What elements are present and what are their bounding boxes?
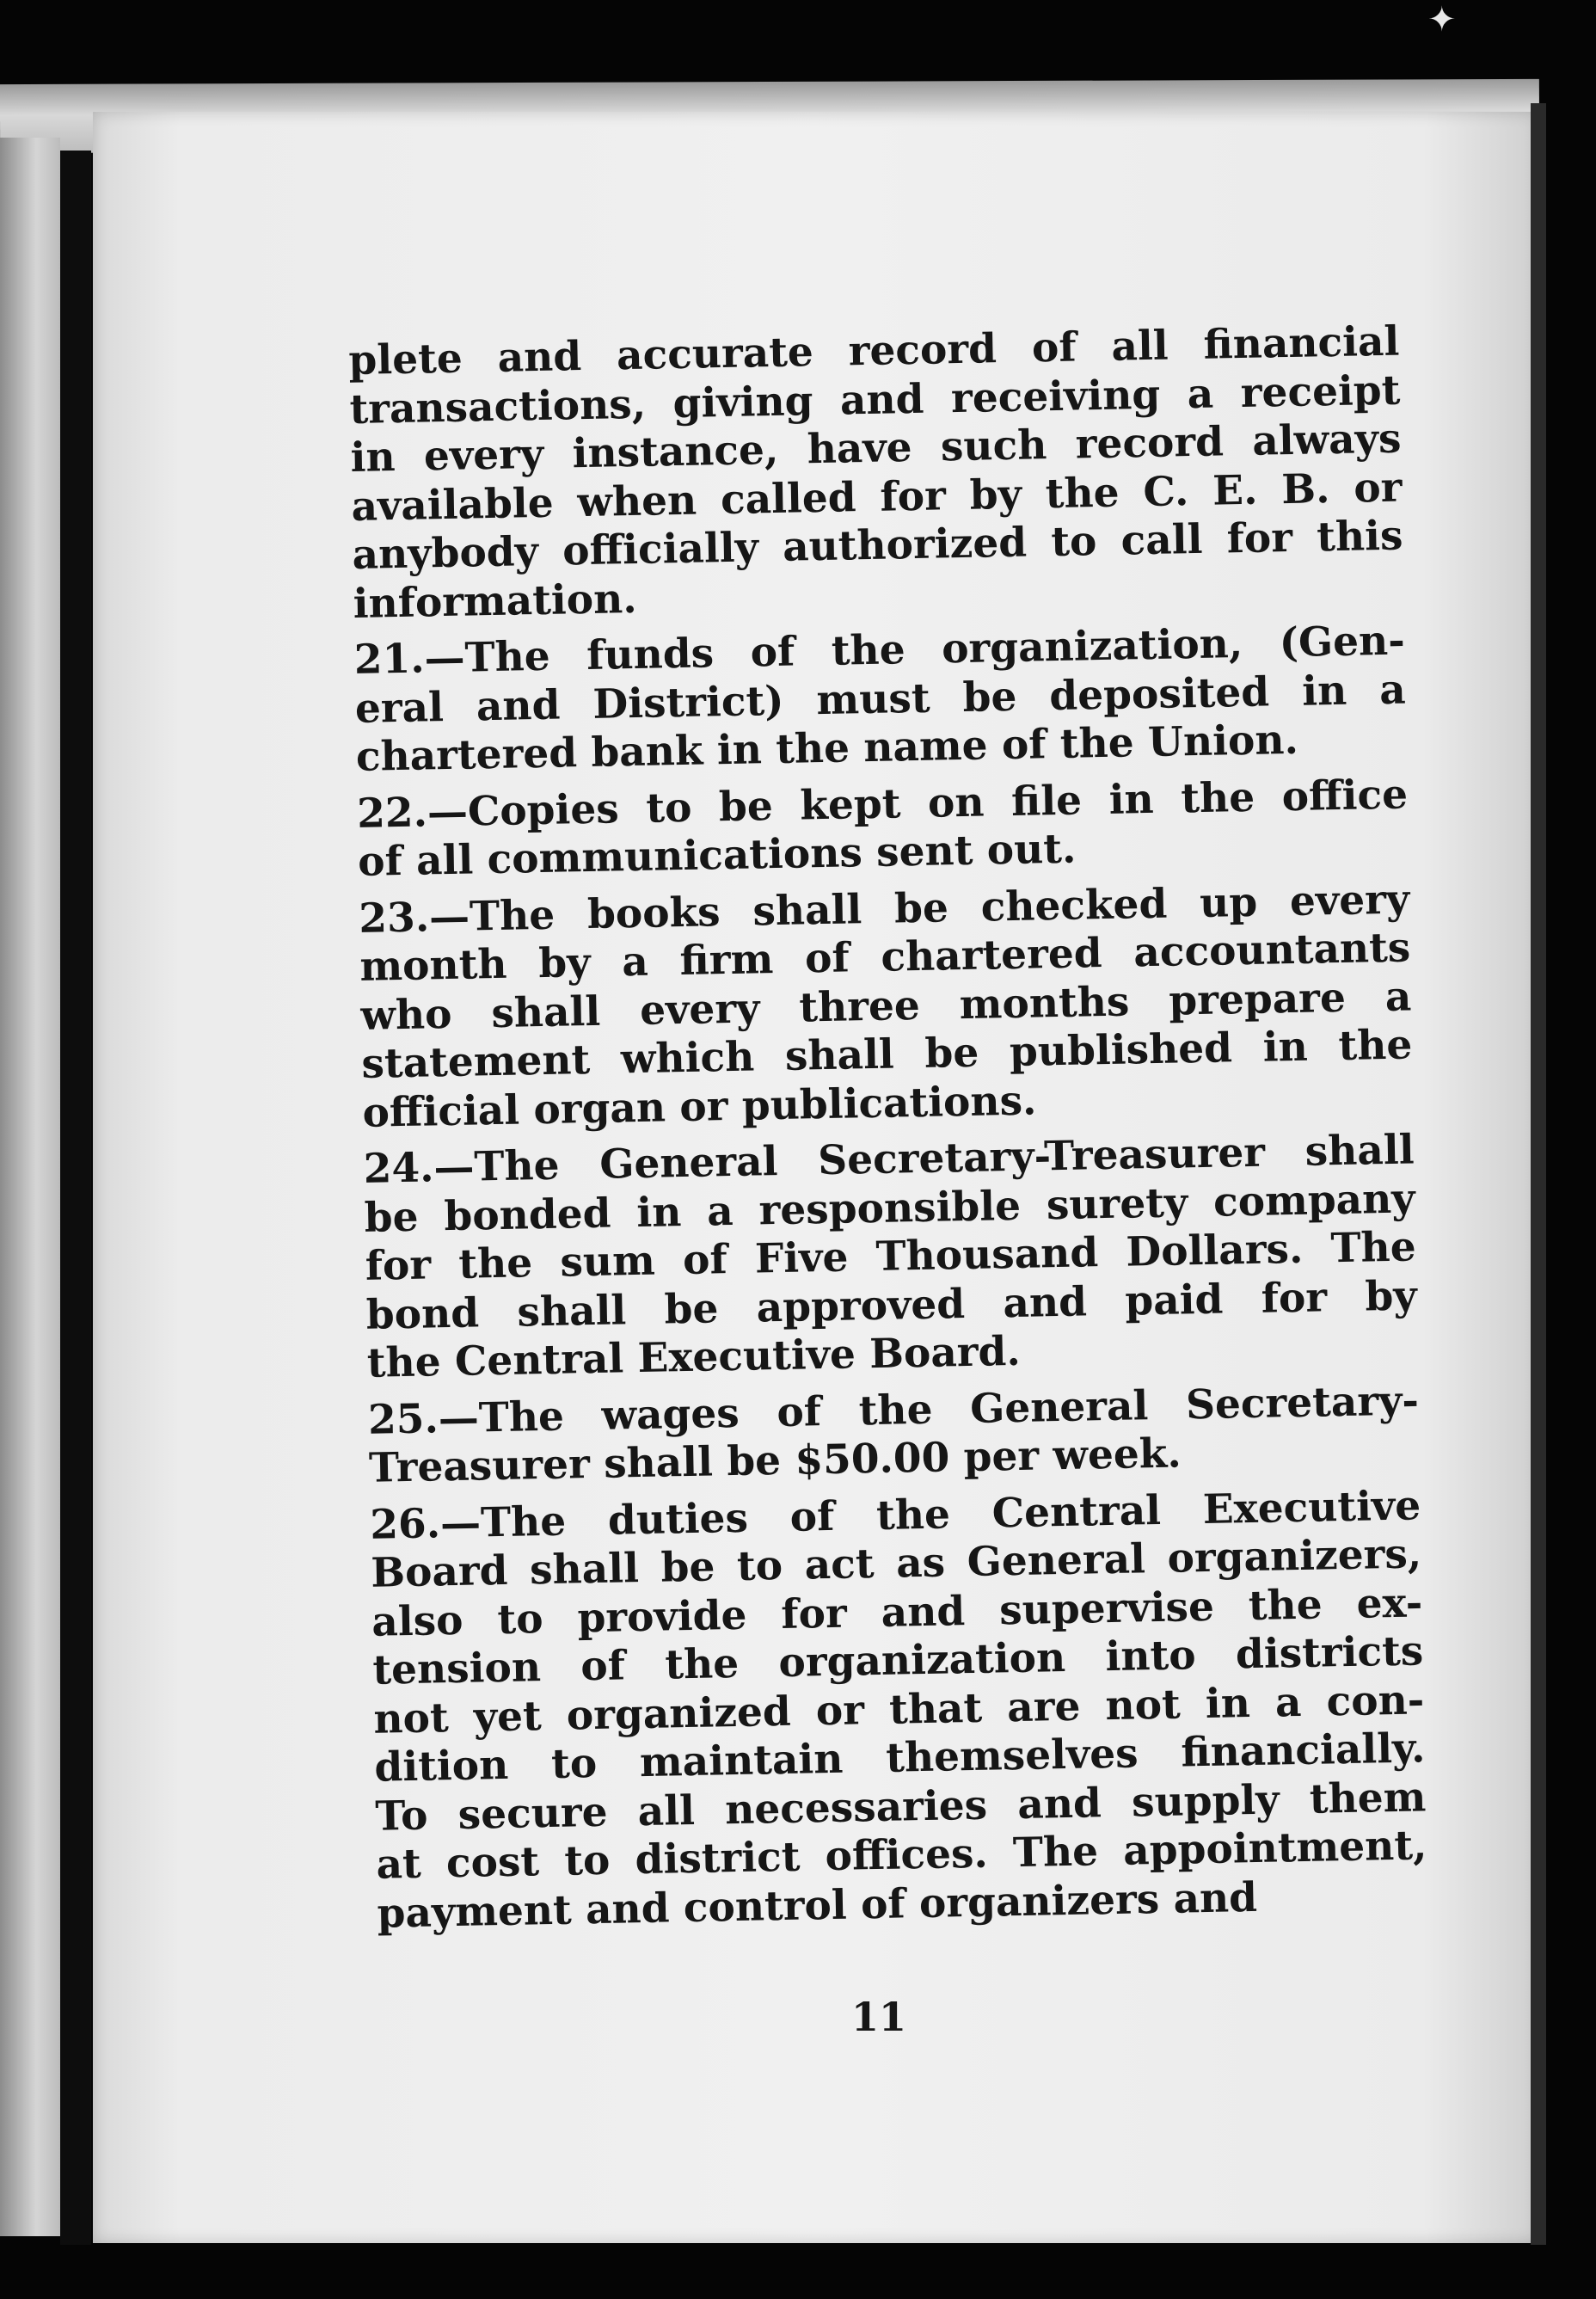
paragraph: [357, 771, 1409, 887]
text-line: available when called for by the C. E. B. or: [351, 464, 1403, 531]
text-line: transactions, giving and receiving a receipt: [349, 366, 1401, 433]
text-line: tension of the organization into districts: [371, 1627, 1424, 1694]
paragraph: [353, 618, 1407, 783]
text-line: 23.—The books shall be checked up every: [358, 875, 1410, 943]
text-line: of all communications sent out.: [357, 825, 1077, 886]
paragraph: [348, 318, 1404, 629]
text-line: plete and accurate record of all financial: [348, 317, 1400, 384]
text-line: To secure all necessaries and supply them: [375, 1773, 1427, 1841]
text-line: not yet organized or that are not in a con-: [372, 1675, 1425, 1743]
page-body-text: [348, 318, 1428, 1939]
paragraph: [370, 1482, 1428, 1939]
text-line: 24.—The General Secretary-Treasurer shall: [363, 1126, 1415, 1193]
text-line: chartered bank in the name of the Union.: [355, 716, 1299, 781]
paragraph: [359, 876, 1414, 1138]
text-line: at cost to district offices. The appointment,: [376, 1822, 1427, 1889]
text-line: be bonded in a responsible surety company: [364, 1174, 1416, 1242]
text-line: the Central Executive Board.: [366, 1327, 1022, 1387]
text-line: dition to maintain themselves financially.: [373, 1724, 1426, 1792]
text-line: 26.—The duties of the Central Executive: [369, 1481, 1421, 1549]
text-line: anybody officially authorized to call for this: [352, 512, 1403, 579]
text-line: Treasurer shall be $50.00 per week.: [368, 1429, 1182, 1492]
text-line: statement which shall be published in the: [360, 1021, 1413, 1088]
text-line: Board shall be to act as General organizers,: [370, 1530, 1422, 1597]
text-line: also to provide for and supervise the ex-: [371, 1578, 1423, 1646]
corner-artifact: ✦: [1427, 0, 1457, 40]
paragraph: [363, 1126, 1418, 1388]
text-line: 25.—The wages of the General Secretary-: [367, 1376, 1420, 1444]
left-facing-page-edge: [0, 138, 60, 2236]
text-line: 22.—Copies to be kept on file in the office: [356, 771, 1409, 838]
text-line: 21.—The funds of the organization, (Gen-: [353, 617, 1406, 684]
paragraph: [368, 1377, 1421, 1493]
page-number: 11: [851, 1994, 907, 2040]
text-line: official organ or publications.: [362, 1076, 1037, 1137]
text-line: for the sum of Five Thousand Dollars. The: [365, 1223, 1417, 1290]
text-line: month by a firm of chartered accountants: [359, 924, 1411, 991]
text-line: payment and control of organizers and: [377, 1873, 1258, 1938]
book-spine: [60, 151, 91, 2245]
text-line: bond shall be approved and paid for by: [365, 1271, 1418, 1339]
text-line: eral and District) must be deposited in a: [354, 666, 1407, 733]
text-line: who shall every three months prepare a: [359, 972, 1412, 1040]
text-line: information.: [353, 575, 638, 628]
text-line: in every instance, have such record always: [350, 415, 1402, 482]
right-page-edge: [1531, 103, 1546, 2245]
